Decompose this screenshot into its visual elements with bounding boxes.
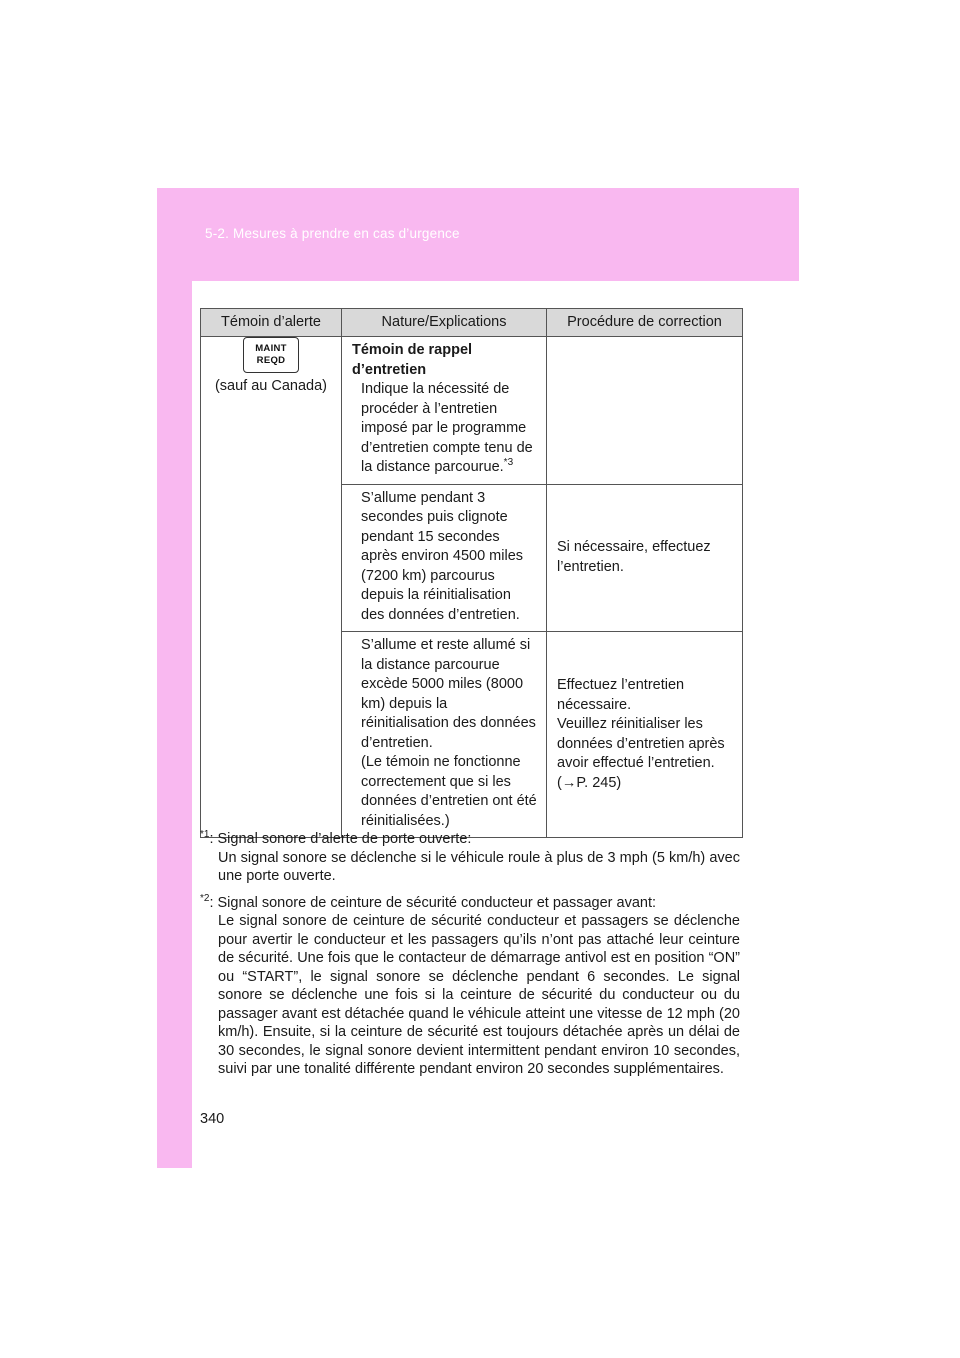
maint-reqd-icon [243, 337, 299, 373]
row3-explanation [342, 632, 547, 838]
row2-procedure: Si nécessaire, effectuez l’entretien. [547, 484, 743, 632]
footnote-2 [200, 894, 740, 1079]
header-warning-light: Témoin d’alerte [201, 309, 342, 337]
row3-text: S’allume et reste allumé si la distance parcourue excède 5000 miles (8000 km) depuis la réinitialisation des données d’entretien. [361, 637, 536, 751]
row1-footnote-ref: *3 [503, 457, 514, 469]
row3-procedure-line2: Veuillez réinitialiser les données d’entretien après avoir effectué l’entretien. (→P. 245) [557, 716, 725, 791]
side-band [157, 188, 192, 1168]
row1-procedure [547, 337, 743, 485]
footnote-2-title-line [200, 894, 740, 913]
header-nature: Nature/Explications [342, 309, 547, 337]
footnote-1-title-line [200, 830, 740, 849]
row3-text-note: (Le témoin ne fonctionne correctement que si les données d’entretien ont été réinitialisées.) [361, 754, 537, 829]
row2-text: S’allume pendant 3 secondes puis clignote pendant 15 secondes après environ 4500 miles (7200 km) parcourus depuis la réinitialisation des données d’entretien. [361, 489, 524, 623]
footnote-2-body: Le signal sonore de ceinture de sécurité conducteur et passagers se déclenche pour avertir le conducteur et les passagers qu’ils n’ont pas attaché leur ceinture de sécurité. Une fois que le contacteur de démarrage antivol est en position “ON” ou “START”, le signal sonore se déclenche pendant 6 secondes. Le signal sonore se déclenche une fois si la ceinture de sécurité du conducteur ou du passager avant est détachée quand le véhicule atteint une vitesse de 12 mph (20 km/h). Ensuite, si la ceinture de sécurité est toujours détachée après un délai de 30 secondes, le signal sonore devient intermittent pendant environ 10 secondes, suivi par une tonalité différente pendant environ 20 secondes supplémentaires. [218, 913, 740, 1077]
row1-explanation [342, 337, 547, 485]
row3-procedure [547, 632, 743, 838]
row3-procedure-line1: Effectuez l’entretien nécessaire. [557, 677, 685, 713]
row1-title: Témoin de rappel d’entretien [352, 342, 473, 378]
footnote-1 [200, 830, 740, 886]
footnote-2-marker: *2 [200, 892, 210, 904]
table-row [201, 337, 743, 485]
row2-explanation [342, 484, 547, 632]
footnotes [200, 830, 740, 1087]
footnote-1-title: : Signal sonore d’alerte de porte ouverte: [209, 831, 472, 847]
footnote-2-title: : Signal sonore de ceinture de sécurité conducteur et passager avant: [209, 894, 657, 911]
footnote-1-body: Un signal sonore se déclenche si le véhicule roule à plus de 3 mph (5 km/h) avec une porte ouverte. [218, 849, 740, 884]
header-procedure: Procédure de correction [547, 309, 743, 337]
row1-text-wrap [352, 380, 538, 478]
section-title: 5-2. Mesures à prendre en cas d’urgence [205, 226, 460, 241]
indicator-cell [200, 337, 342, 841]
footnote-1-marker: *1 [200, 829, 210, 841]
table-header-row [201, 309, 743, 337]
icon-line-2: REQD [256, 355, 286, 366]
page-number: 340 [200, 1111, 225, 1127]
indicator-caption: (sauf au Canada) [214, 378, 328, 394]
icon-line-1: MAINT [255, 343, 287, 354]
row1-text: Indique la nécessité de procéder à l’entretien imposé par le programme d’entretien compte tenu de la distance parcourue. [361, 381, 533, 475]
